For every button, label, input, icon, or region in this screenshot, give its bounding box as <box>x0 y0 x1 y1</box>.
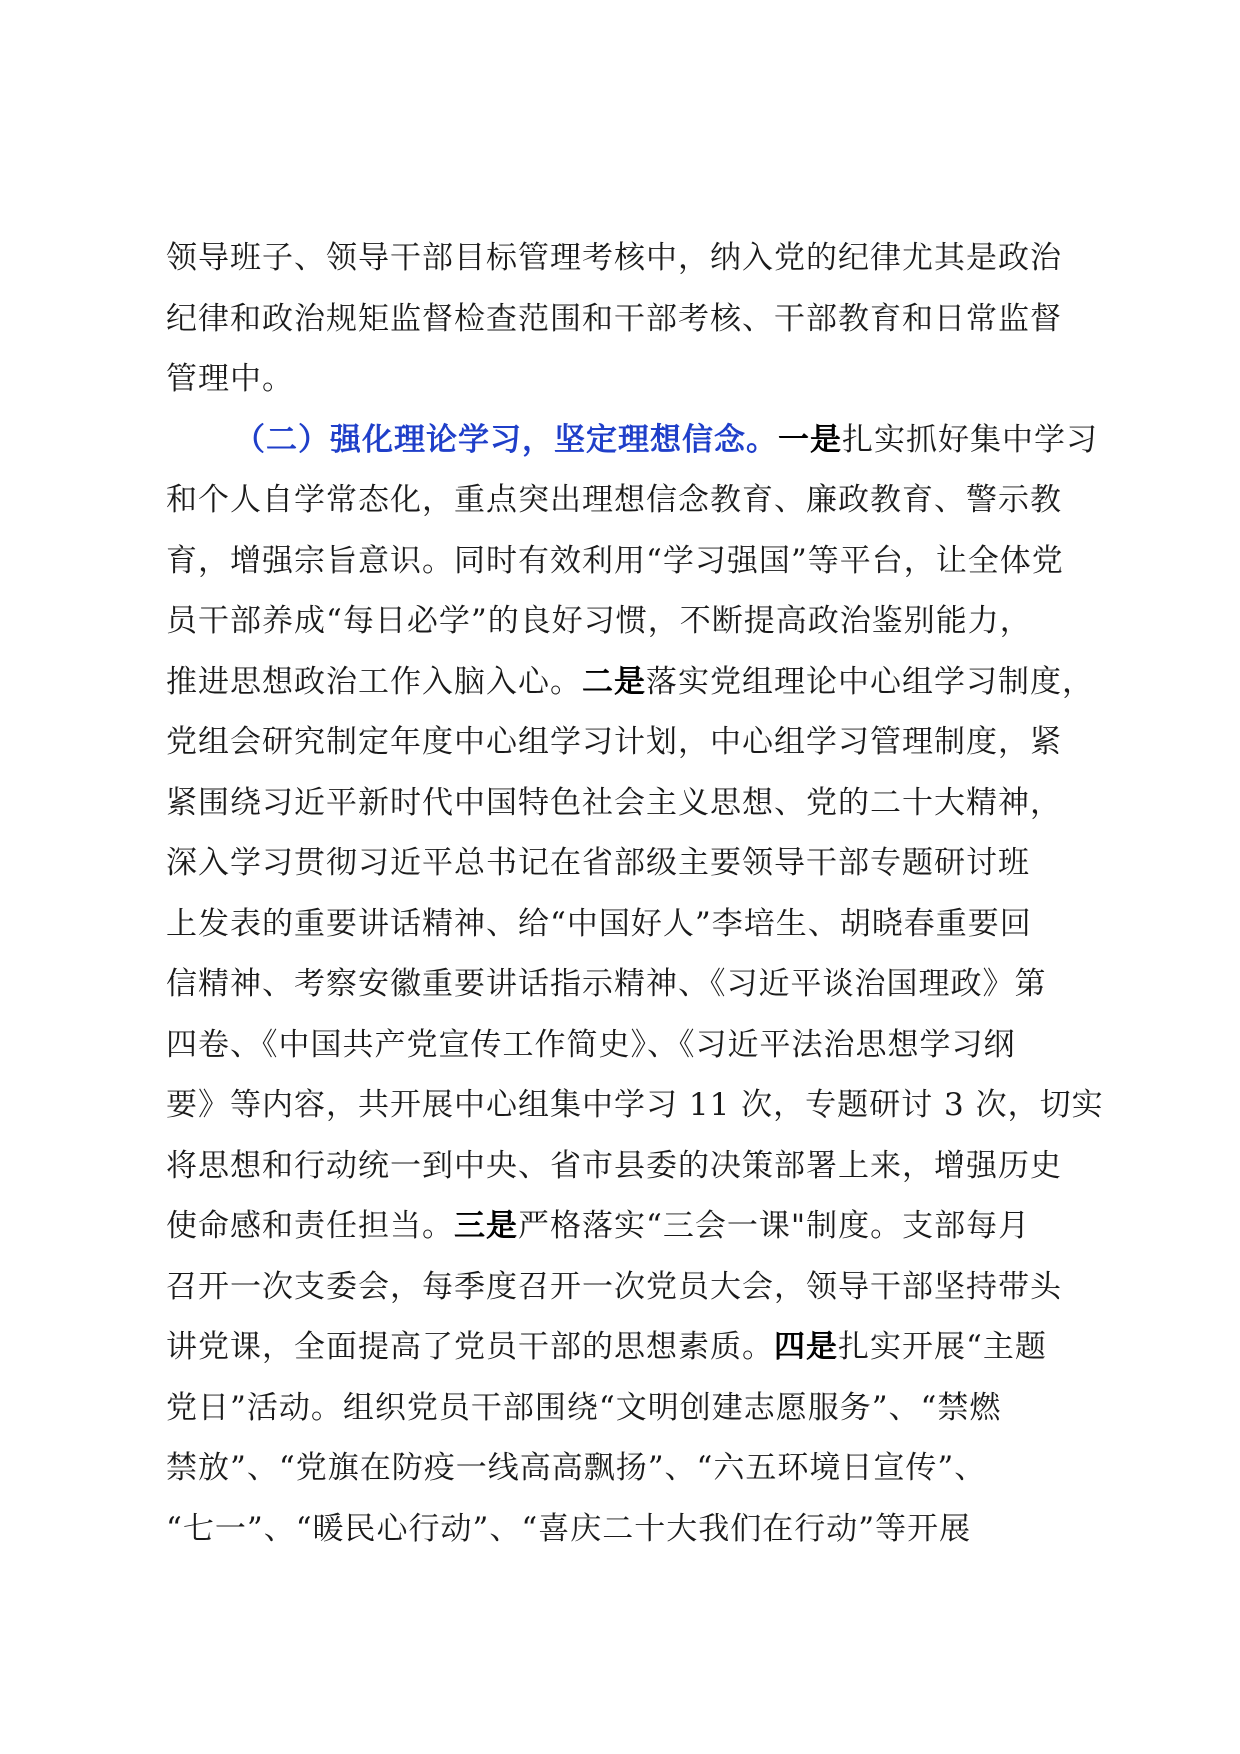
text-line-19-rest: 扎实开展“主题 <box>838 1329 1047 1365</box>
point-marker-4: 四是 <box>774 1329 838 1365</box>
text-line-17-rest: 严格落实“三会一课"制度。支部每月 <box>518 1208 1031 1244</box>
point-marker-3: 三是 <box>454 1208 518 1244</box>
text-line-6: 育，增强宗旨意识。同时有效利用“学习强国”等平台，让全体党 <box>166 542 1064 579</box>
text-line-3: 管理中。 <box>166 361 294 397</box>
text-line-16: 将思想和行动统一到中央、省市县委的决策部署上来，增强历史 <box>166 1147 1062 1184</box>
text-line-17-start: 使命感和责任担当。 <box>166 1208 454 1244</box>
text-line-2: 纪律和政治规矩监督检查范围和干部考核、干部教育和日常监督 <box>166 300 1062 337</box>
text-line-19 <box>166 1317 1096 1378</box>
text-line-1: 领导班子、领导干部目标管理考核中，纳入党的纪律尤其是政治 <box>166 240 1062 276</box>
body-text <box>166 228 1104 1559</box>
point-marker-1: 一是 <box>778 421 842 458</box>
text-line-15: 要》等内容，共开展中心组集中学习 11 次，专题研讨 3 次，切实 <box>166 1087 1104 1123</box>
text-line-8 <box>166 652 1096 713</box>
text-line-11: 深入学习贯彻习近平总书记在省部级主要领导干部专题研讨班 <box>166 845 1030 881</box>
text-line-14: 四卷、《中国共产党宣传工作简史》、《习近平法治思想学习纲 <box>166 1026 1016 1063</box>
point-marker-2: 二是 <box>582 663 646 700</box>
text-line-18: 召开一次支委会，每季度召开一次党员大会，领导干部坚持带头 <box>166 1268 1062 1305</box>
text-line-21: 禁放”、“党旗在防疫一线高高飘扬”、“六五环境日宣传”、 <box>166 1450 987 1486</box>
text-line-4-rest: 扎实抓好集中学习 <box>842 421 1098 458</box>
text-line-5: 和个人自学常态化，重点突出理想信念教育、廉政教育、警示教 <box>166 482 1062 518</box>
section-heading: （二）强化理论学习，坚定理想信念。 <box>234 421 778 458</box>
text-line-19-start: 讲党课，全面提高了党员干部的思想素质。 <box>166 1329 774 1365</box>
text-line-17 <box>166 1196 1096 1257</box>
text-line-10: 紧围绕习近平新时代中国特色社会主义思想、党的二十大精神， <box>166 784 1062 821</box>
text-line-12: 上发表的重要讲话精神、给“中国好人”李培生、胡晓春重要回 <box>166 905 1032 942</box>
text-line-7: 员干部养成“每日必学”的良好习惯，不断提高政治鉴别能力， <box>166 603 1032 639</box>
text-line-9: 党组会研究制定年度中心组学习计划，中心组学习管理制度，紧 <box>166 724 1062 760</box>
text-line-8-start: 推进思想政治工作入脑入心。 <box>166 663 582 700</box>
text-line-8-rest: 落实党组理论中心组学习制度， <box>646 663 1094 700</box>
text-line-22: “七一”、“暖民心行动”、“喜庆二十大我们在行动”等开展 <box>166 1510 972 1547</box>
text-line-20: 党日”活动。组织党员干部围绕“文明创建志愿服务”、“禁燃 <box>166 1389 1002 1426</box>
text-line-13: 信精神、考察安徽重要讲话指示精神、《习近平谈治国理政》第 <box>166 966 1047 1002</box>
text-line-4 <box>166 410 1096 471</box>
